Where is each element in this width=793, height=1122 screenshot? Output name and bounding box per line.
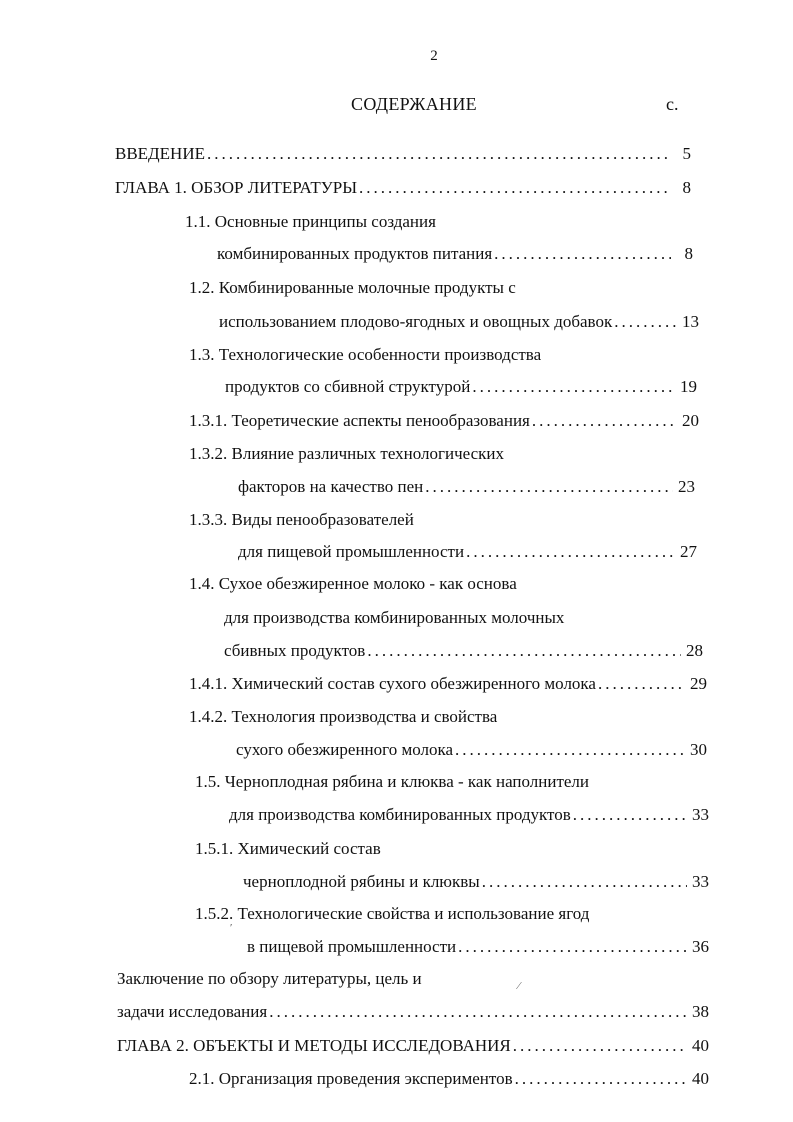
- toc-entry-text: 1.3. Технологические особенности производства: [189, 345, 542, 364]
- toc-entry-page: 20: [682, 411, 699, 430]
- toc-entry-1-1-cont: [217, 243, 693, 265]
- toc-entry-page: 27: [680, 542, 697, 561]
- toc-entry-page: 36: [692, 937, 709, 956]
- toc-entry-2-1: [189, 1068, 709, 1090]
- dot-leader: [515, 1068, 687, 1090]
- toc-entry-text: комбинированных продуктов питания: [217, 244, 493, 263]
- dot-leader: [425, 476, 673, 498]
- toc-entry-text: ГЛАВА 2. ОБЪЕКТЫ И МЕТОДЫ ИССЛЕДОВАНИЯ: [117, 1036, 511, 1055]
- toc-entry-1-3-3: [189, 509, 414, 531]
- dot-leader: [455, 739, 685, 761]
- toc-entry-1-4: [189, 573, 517, 595]
- page-column-label: с.: [666, 94, 679, 114]
- dot-leader: [532, 410, 677, 432]
- toc-entry-1-4-1: [189, 673, 707, 695]
- toc-entry-text: ВВЕДЕНИЕ: [115, 144, 205, 163]
- toc-entry-text: для производства комбинированных продуктов: [229, 805, 571, 824]
- toc-entry-page: 8: [684, 244, 693, 263]
- toc-entry-page: 30: [690, 740, 707, 759]
- toc-entry-1-5-cont: [229, 804, 709, 826]
- dot-leader: [494, 243, 671, 265]
- page-number: 2: [430, 48, 438, 64]
- dot-leader: [573, 804, 687, 826]
- toc-entry-text: черноплодной рябины и клюквы: [243, 872, 480, 891]
- toc-entry-text: для пищевой промышленности: [238, 542, 465, 561]
- toc-entry-text: факторов на качество пен: [238, 477, 424, 496]
- toc-entry-1-4-cont-2: [224, 640, 703, 662]
- toc-entry-text: продуктов со сбивной структурой: [225, 377, 471, 396]
- toc-entry-text: 1.5. Черноплодная рябина и клюква - как наполнители: [195, 772, 589, 791]
- dot-leader: [466, 541, 675, 563]
- toc-entry-introduction: [115, 143, 691, 165]
- toc-entry-text: 1.5.2. Технологические свойства и использование ягод: [195, 904, 590, 923]
- toc-entry-1-4-2-cont: [236, 739, 707, 761]
- toc-entry-1-3: [189, 344, 541, 366]
- toc-entry-text: использованием плодово-ягодных и овощных добавок: [219, 312, 613, 331]
- toc-entry-1-5-2: [195, 903, 589, 925]
- toc-entry-text: 1.3.3. Виды пенообразователей: [189, 510, 414, 529]
- toc-entry-conclusion: [117, 968, 422, 990]
- toc-entry-1-3-2-cont: [238, 476, 695, 498]
- toc-entry-1-4-2: [189, 706, 497, 728]
- toc-entry-text: задачи исследования: [117, 1002, 268, 1021]
- toc-entry-chapter-2: [117, 1035, 709, 1057]
- toc-entry-text: 1.4.1. Химический состав сухого обезжиренного молока: [189, 674, 596, 693]
- toc-entry-page: 29: [690, 674, 707, 693]
- toc-entry-text: 1.3.1. Теоретические аспекты пенообразования: [189, 411, 530, 430]
- toc-entry-text: 1.4. Сухое обезжиренное молоко - как основа: [189, 574, 517, 593]
- toc-entry-1-5-1: [195, 838, 381, 860]
- dot-leader: [367, 640, 681, 662]
- dot-leader: [598, 673, 685, 695]
- toc-entry-text: сухого обезжиренного молока: [236, 740, 454, 759]
- dot-leader: [482, 871, 687, 893]
- toc-entry-text: ГЛАВА 1. ОБЗОР ЛИТЕРАТУРЫ: [115, 178, 358, 197]
- toc-entry-1-5: [195, 771, 589, 793]
- toc-entry-text: 1.4.2. Технология производства и свойства: [189, 707, 498, 726]
- toc-entry-page: 40: [692, 1036, 709, 1055]
- toc-entry-1-3-1: [189, 410, 699, 432]
- toc-entry-conclusion-cont: [117, 1001, 709, 1023]
- toc-entry-page: 13: [682, 312, 699, 331]
- toc-entry-1-3-cont: [225, 376, 697, 398]
- toc-title: СОДЕРЖАНИЕ: [351, 94, 477, 114]
- dot-leader: [359, 177, 669, 199]
- dot-leader: [614, 311, 677, 333]
- toc-entry-text: сбивных продуктов: [224, 641, 366, 660]
- dot-leader: [269, 1001, 687, 1023]
- toc-entry-text: Заключение по обзору литературы, цель и: [117, 969, 422, 988]
- toc-entry-text: 1.1. Основные принципы создания: [185, 212, 436, 231]
- toc-entry-page: 38: [692, 1002, 709, 1021]
- toc-entry-1-3-3-cont: [238, 541, 697, 563]
- dot-leader: [458, 936, 687, 958]
- toc-entry-text: 1.5.1. Химический состав: [195, 839, 381, 858]
- toc-entry-page: 28: [686, 641, 703, 660]
- toc-entry-page: 19: [680, 377, 697, 396]
- toc-entry-1-2-cont: [219, 311, 699, 333]
- toc-entry-page: 33: [692, 805, 709, 824]
- toc-entry-page: 8: [682, 178, 691, 197]
- toc-entry-page: 23: [678, 477, 695, 496]
- toc-entry-1-1: [185, 211, 436, 233]
- toc-entry-text: для производства комбинированных молочных: [224, 608, 565, 627]
- toc-entry-text: в пищевой промышленности: [247, 937, 457, 956]
- toc-entry-1-5-2-cont: [247, 936, 709, 958]
- toc-entry-page: 5: [682, 144, 691, 163]
- toc-entry-page: 40: [692, 1069, 709, 1088]
- dot-leader: [207, 143, 669, 165]
- toc-entry-1-3-2: [189, 443, 504, 465]
- toc-entry-1-4-cont-1: [224, 607, 564, 629]
- toc-entry-1-5-1-cont: [243, 871, 709, 893]
- dot-leader: [472, 376, 675, 398]
- toc-entry-text: 1.3.2. Влияние различных технологических: [189, 444, 504, 463]
- scan-speck: ′: [230, 922, 233, 934]
- dot-leader: [513, 1035, 687, 1057]
- toc-entry-chapter-1: [115, 177, 691, 199]
- toc-entry-page: 33: [692, 872, 709, 891]
- scan-speck: ⁄: [518, 980, 520, 992]
- toc-entry-text: 1.2. Комбинированные молочные продукты с: [189, 278, 516, 297]
- toc-entry-text: 2.1. Организация проведения экспериментов: [189, 1069, 513, 1088]
- toc-entry-1-2: [189, 277, 516, 299]
